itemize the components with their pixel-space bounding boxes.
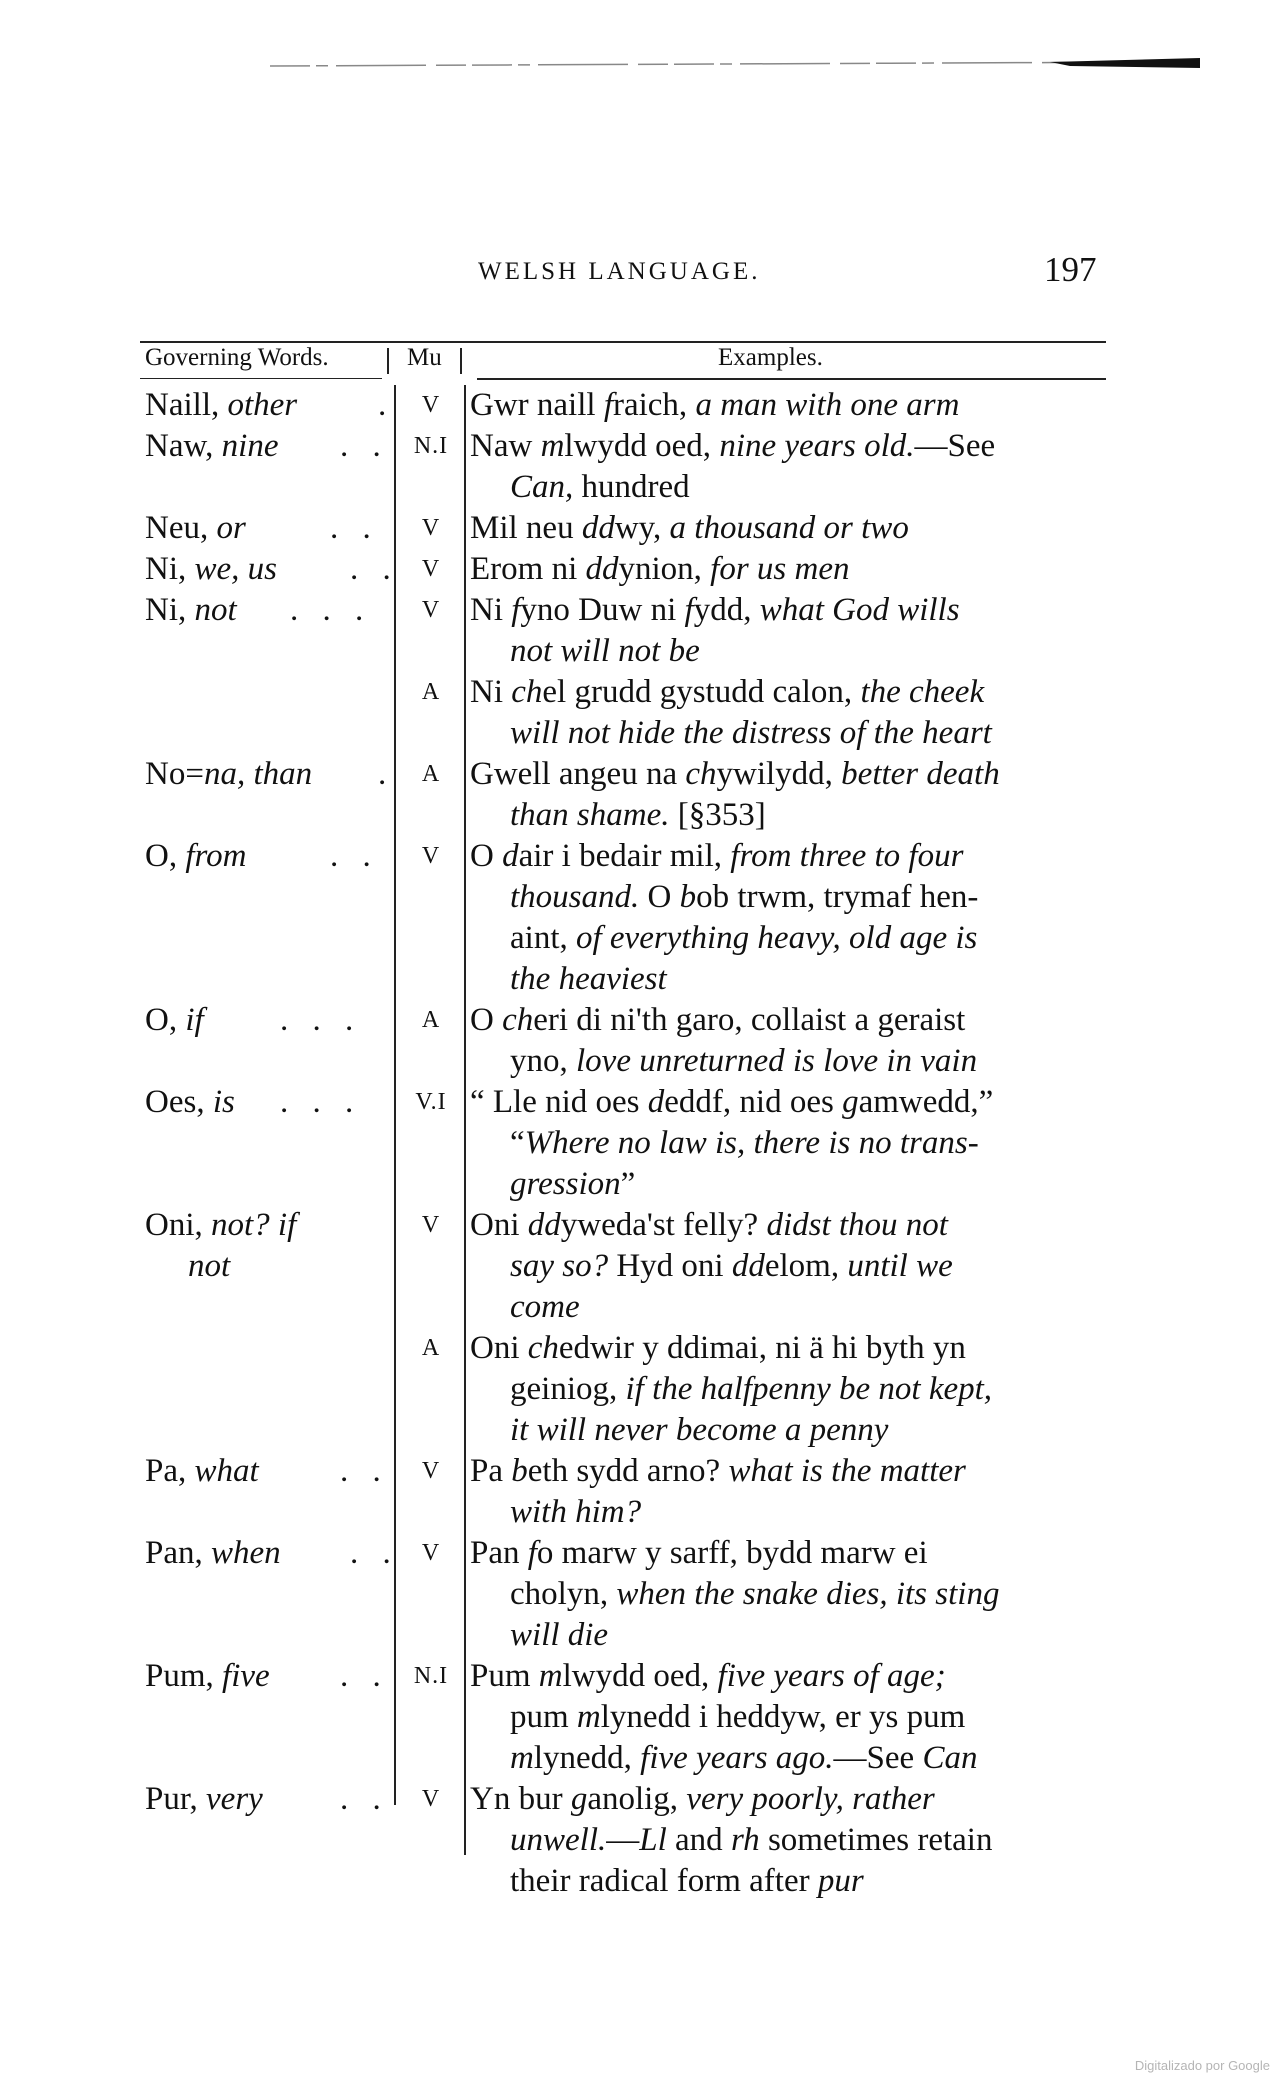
mu-pum: N.I	[413, 1663, 449, 1689]
mu-o-from: V	[421, 843, 441, 869]
scan-edge-mark	[270, 56, 1210, 70]
mu-oni-v: V	[421, 1212, 441, 1238]
mu-oni-a: A	[421, 1335, 441, 1361]
example-line: unwell.—Ll and rh sometimes retain	[510, 1822, 993, 1858]
gov-pur: Pur, very	[145, 1781, 263, 1817]
mu-o-if: A	[421, 1007, 441, 1033]
gov-naw: Naw, nine	[145, 428, 279, 464]
mu-no: A	[421, 761, 441, 787]
leader-dots: . .	[340, 428, 389, 464]
example-line: mlynedd, five years ago.—See Can	[510, 1740, 978, 1776]
example-line: will not hide the distress of the heart	[510, 715, 992, 751]
example-line: come	[510, 1289, 580, 1325]
example-line: will die	[510, 1617, 609, 1653]
leader-dots: .	[378, 756, 395, 792]
mu-oes: V.I	[415, 1089, 447, 1115]
example-line: gression”	[510, 1166, 636, 1202]
example-line: Yn bur ganolig, very poorly, rather	[470, 1781, 935, 1817]
gov-pan: Pan, when	[145, 1535, 281, 1571]
mu-naw: N.I	[413, 433, 449, 459]
example-line: Pum mlwydd oed, five years of age;	[470, 1658, 946, 1694]
example-line: with him?	[510, 1494, 642, 1530]
gov-pa: Pa, what	[145, 1453, 259, 1489]
example-line: the heaviest	[510, 961, 667, 997]
leader-dots: . .	[330, 838, 379, 874]
example-line: thousand. O bob trwm, trymaf hen-	[510, 879, 979, 915]
gov-pum: Pum, five	[145, 1658, 270, 1694]
gov-naill: Naill, other	[145, 387, 298, 423]
leader-dots: . . .	[280, 1084, 362, 1120]
gov-o-from: O, from	[145, 838, 247, 874]
gov-no: No=na, than	[145, 756, 313, 792]
mu-ni-we: V	[421, 556, 441, 582]
leader-dots: . .	[330, 510, 379, 546]
column-header-examples: Examples.	[718, 344, 823, 371]
column-divider-left	[394, 385, 396, 1805]
leader-dots: . . .	[280, 1002, 362, 1038]
mu-pa: V	[421, 1458, 441, 1484]
examples-underline	[477, 378, 1106, 380]
example-line: O cheri di ni'th garo, collaist a geraist	[470, 1002, 966, 1038]
running-title: WELSH LANGUAGE.	[478, 258, 761, 285]
leader-dots: . .	[350, 551, 399, 587]
example-line: Gwell angeu na chywilydd, better death	[470, 756, 1000, 792]
mu-pan: V	[421, 1540, 441, 1566]
mu-neu: V	[421, 515, 441, 541]
leader-dots: .	[378, 387, 395, 423]
page-number: 197	[1044, 250, 1097, 289]
header-divider-2	[460, 348, 462, 374]
example-line: yno, love unreturned is love in vain	[510, 1043, 978, 1079]
column-header-mu: Mu	[407, 344, 442, 371]
example-line: cholyn, when the snake dies, its sting	[510, 1576, 1000, 1612]
gov-neu: Neu, or	[145, 510, 246, 546]
example-line: Ni chel grudd gystudd calon, the cheek	[470, 674, 985, 710]
gov-oni: Oni, not? if	[145, 1207, 297, 1243]
example-line: “ Lle nid oes deddf, nid oes gamwedd,”	[470, 1084, 994, 1120]
example-line: Oni ddyweda'st felly? didst thou not	[470, 1207, 948, 1243]
example-line: Ni fyno Duw ni fydd, what God wills	[470, 592, 960, 628]
header-divider-1	[387, 348, 389, 374]
example-line: Oni chedwir y ddimai, ni ä hi byth yn	[470, 1330, 966, 1366]
governing-underline	[140, 378, 382, 379]
leader-dots: . .	[340, 1658, 389, 1694]
gov-ni-we: Ni, we, us	[145, 551, 277, 587]
example-line: O dair i bedair mil, from three to four	[470, 838, 964, 874]
example-line: Erom ni ddynion, for us men	[470, 551, 850, 587]
column-header-governing: Governing Words.	[145, 344, 329, 371]
example-line: Pa beth sydd arno? what is the matter	[470, 1453, 966, 1489]
example-line: than shame. [§353]	[510, 797, 766, 833]
leader-dots: . .	[350, 1535, 399, 1571]
gov-ni-not: Ni, not	[145, 592, 237, 628]
example-line: “Where no law is, there is no trans-	[510, 1125, 979, 1161]
digitized-by-notice: Digitalizado por Google	[1134, 2058, 1270, 2073]
example-line: Mil neu ddwy, a thousand or two	[470, 510, 909, 546]
example-line: Naw mlwydd oed, nine years old.—See	[470, 428, 996, 464]
example-line: aint, of everything heavy, old age is	[510, 920, 978, 956]
header-rule	[140, 341, 1106, 343]
leader-dots: . .	[340, 1781, 389, 1817]
leader-dots: . . .	[290, 592, 372, 628]
gov-o-if: O, if	[145, 1002, 204, 1038]
example-line: pum mlynedd i heddyw, er ys pum	[510, 1699, 966, 1735]
gov-oes: Oes, is	[145, 1084, 235, 1120]
mu-naill: V	[421, 392, 441, 418]
example-line: Gwr naill fraich, a man with one arm	[470, 387, 960, 423]
example-line: Pan fo marw y sarff, bydd marw ei	[470, 1535, 928, 1571]
mu-pur: V	[421, 1786, 441, 1812]
mu-ni-not: V	[421, 597, 441, 623]
example-line: their radical form after pur	[510, 1863, 864, 1899]
column-divider-right	[464, 385, 466, 1855]
example-line: not will not be	[510, 633, 700, 669]
mu-ni-not-a: A	[421, 679, 441, 705]
example-line: Can, hundred	[510, 469, 690, 505]
gov-oni-cont: not	[188, 1248, 231, 1284]
example-line: geiniog, if the halfpenny be not kept,	[510, 1371, 993, 1407]
leader-dots: . .	[340, 1453, 389, 1489]
example-line: say so? Hyd oni ddelom, until we	[510, 1248, 953, 1284]
example-line: it will never become a penny	[510, 1412, 889, 1448]
